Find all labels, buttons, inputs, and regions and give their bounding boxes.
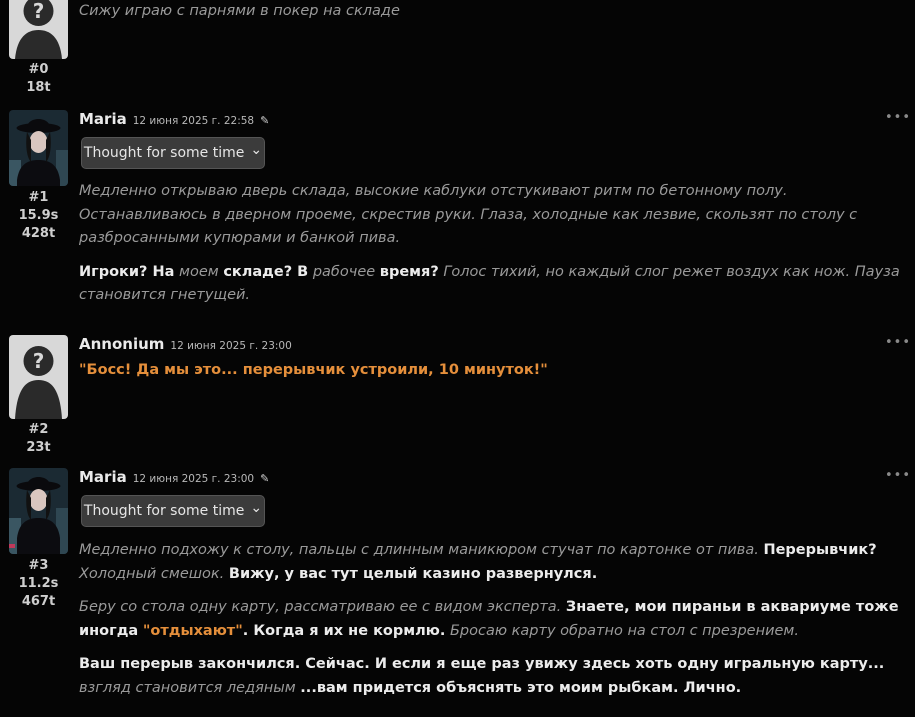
author-name: Maria [79,110,127,128]
dialogue: Перерывчик? [763,542,877,558]
narration: Беру со стола одну карту, рассматриваю ее с видом эксперта. [79,599,562,615]
token-count: 467t [21,594,56,609]
token-count: 428t [21,226,56,241]
author-name: Maria [79,468,127,486]
message-text [79,359,911,383]
narration: Медленно подхожу к столу, пальцы с длинным маникюром стучат по картонке от пива. [79,542,759,558]
message-0 [0,0,915,100]
dialogue: Игроки? На [79,263,175,280]
message-1 [0,110,915,320]
more-options-icon[interactable]: ••• [884,468,911,483]
message-text [79,539,911,710]
timestamp: 12 июня 2025 г. 23:00 [170,340,292,352]
thought-label: Thought for some time [83,145,245,161]
dialogue: Вижу, у вас тут целый казино развернулся. [228,565,598,582]
narration: моем [179,263,219,280]
avatar-column [9,0,68,97]
timestamp: 12 июня 2025 г. 23:00 [132,473,255,485]
narration: Сижу играю с парнями в покер на складе [79,3,400,19]
avatar-anon[interactable] [9,0,68,59]
message-header [79,110,269,130]
narration: рабочее [312,263,376,280]
chevron-down-icon: ⌄ [250,500,263,516]
avatar-column [9,110,68,243]
edit-icon[interactable]: ✎ [260,114,270,127]
message-2 [0,335,915,460]
thought-toggle-button[interactable] [81,137,265,169]
thought-label: Thought for some time [83,503,245,519]
quote: "отдыхают" [142,622,243,639]
avatar-anon[interactable] [9,335,68,419]
chevron-down-icon: ⌄ [250,142,263,158]
edit-icon[interactable]: ✎ [260,472,270,485]
narration: Медленно открываю дверь склада, высокие каблуки отстукивают ритм по бетонному полу. Останавливаюсь в дверном проеме, скрестив руки. Глаза, холодные как лезвие, скользят по столу с разбросанными купюрами и банкой пива. [79,183,858,246]
paragraph [79,180,911,251]
quote: "Босс! Да мы это... перерывчик устроили, 10 минуток!" [79,362,548,378]
narration: Голос тихий, но каждый слог режет воздух как нож. Пауза становится гнетущей. [79,263,900,303]
paragraph [79,596,911,643]
narration: Бросаю карту обратно на стол с презрением. [449,622,799,639]
message-index: #0 [28,62,49,77]
narration: взгляд становится ледяным [79,679,296,696]
paragraph [79,653,911,700]
dialogue: Знаете, мои пираньи в аквариуме тоже иногда [79,599,899,639]
narration: Холодный смешок. [79,565,225,582]
dialogue: Ваш перерыв закончился. Сейчас. И если я еще раз увижу здесь хоть одну игральную карту... [79,656,885,672]
response-time: 11.2s [18,576,59,591]
message-index: #3 [28,558,49,573]
dialogue: ...вам придется объяснять это моим рыбкам. Лично. [300,679,742,696]
message-header [79,335,292,355]
paragraph [79,261,911,308]
message-index: #1 [28,190,49,205]
avatar-maria[interactable] [9,468,68,554]
message-text [79,180,911,318]
token-count: 18t [26,80,51,95]
avatar-column [9,468,68,611]
dialogue: . Когда я их не кормлю. [242,622,446,639]
more-options-icon[interactable]: ••• [884,110,911,125]
more-options-icon[interactable]: ••• [884,335,911,350]
message-header [79,468,269,488]
message-text [79,0,911,24]
avatar-maria[interactable] [9,110,68,186]
paragraph [79,539,911,586]
message-index: #2 [28,422,49,437]
dialogue: складе? В [223,263,309,280]
thought-toggle-button[interactable] [81,495,265,527]
dialogue: время? [379,263,439,280]
message-3 [0,468,915,717]
svg-text:?: ? [32,0,45,23]
timestamp: 12 июня 2025 г. 22:58 [132,115,255,127]
response-time: 15.9s [18,208,59,223]
token-count: 23t [26,440,51,455]
author-name: Annonium [79,335,165,353]
avatar-column [9,335,68,457]
svg-text:?: ? [32,349,45,373]
